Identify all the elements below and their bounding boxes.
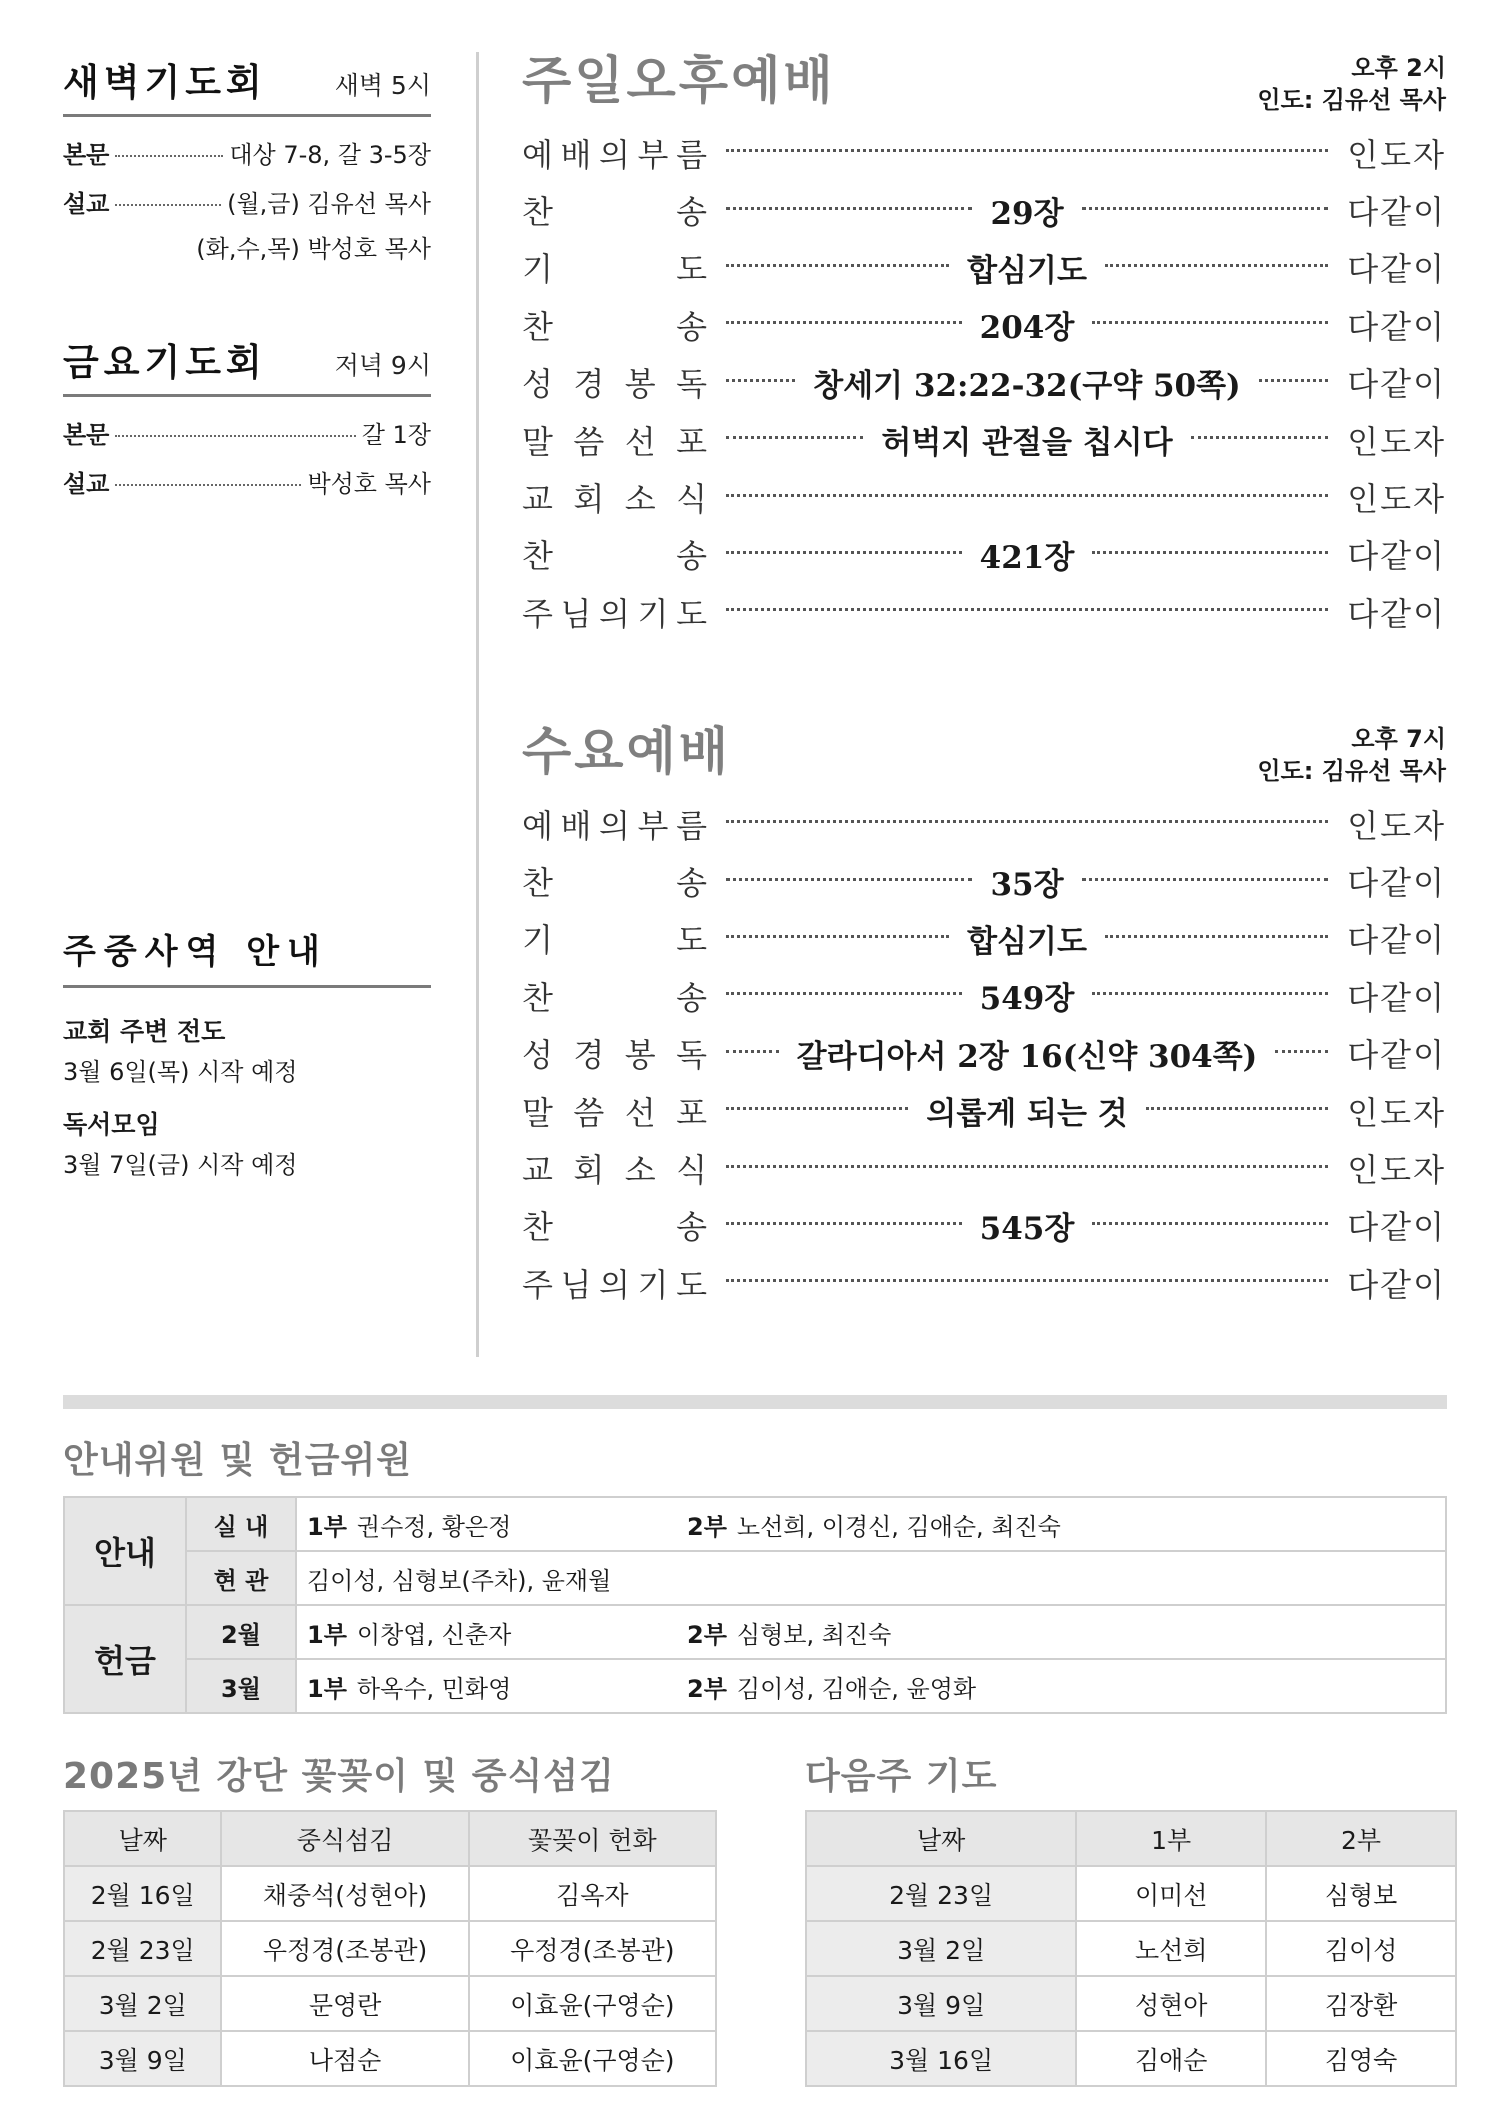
order-label: 주 님 의 기 도 <box>522 594 708 633</box>
leader-dots <box>726 1165 1328 1168</box>
header-cell: 1부 <box>1076 1811 1266 1866</box>
leader-dots <box>726 820 1328 823</box>
leader-dots <box>726 1222 962 1225</box>
leader-dots <box>726 149 1328 152</box>
order-performer: 다같이 <box>1347 864 1446 903</box>
friday-text-row <box>63 415 431 450</box>
cell: 나점순 <box>221 2031 468 2086</box>
order-row <box>522 411 1446 468</box>
order-detail: 합심기도 <box>967 923 1087 960</box>
header-cell: 중식섬김 <box>221 1811 468 1866</box>
wednesday-order-list <box>522 795 1446 1312</box>
cell: 노선희 <box>1076 1921 1266 1976</box>
order-detail: 204장 <box>979 310 1075 347</box>
header-cell: 날짜 <box>806 1811 1076 1866</box>
order-detail: 합심기도 <box>967 252 1087 289</box>
leader-dots <box>1105 264 1328 267</box>
order-label: 기 도 <box>522 921 708 960</box>
order-label: 예 배 의 부 름 <box>522 135 708 174</box>
order-label: 찬 송 <box>522 1208 708 1247</box>
order-performer: 다같이 <box>1347 250 1447 289</box>
leader-dots <box>1092 321 1328 324</box>
divider <box>63 114 431 117</box>
table-row <box>64 2031 716 2086</box>
order-row <box>522 526 1446 583</box>
order-detail: 29장 <box>990 195 1064 232</box>
entrance-cell: 김이성, 심형보(주차), 윤재월 <box>296 1551 1446 1605</box>
wednesday-service-leader: 인도: 김유선 목사 <box>1257 757 1446 785</box>
value: 갈 1장 <box>361 421 431 449</box>
cell: 이미선 <box>1076 1866 1266 1921</box>
order-row <box>522 181 1446 238</box>
order-row <box>522 795 1446 852</box>
order-label: 찬 송 <box>522 307 708 346</box>
order-label: 찬 송 <box>522 193 708 232</box>
value: 대상 7-8, 갈 3-5장 <box>229 141 431 169</box>
table-row <box>64 1551 1446 1605</box>
leader-dots <box>1092 992 1328 995</box>
order-detail: 421장 <box>979 539 1075 576</box>
leader-dots <box>1092 1222 1328 1225</box>
leader-dots <box>1082 207 1328 210</box>
indoor-cell <box>296 1497 1446 1551</box>
label: 본문 <box>63 141 110 169</box>
leader-dots <box>726 321 962 324</box>
order-performer: 다같이 <box>1347 365 1446 404</box>
table-row <box>64 1605 1446 1659</box>
leader-dots <box>1105 935 1328 938</box>
order-row <box>522 1082 1446 1139</box>
sunday-service-section <box>522 52 1446 641</box>
label: 설교 <box>63 190 110 218</box>
order-detail: 549장 <box>979 981 1075 1018</box>
label: 본문 <box>63 421 110 449</box>
order-performer: 다같이 <box>1347 1208 1446 1247</box>
friday-prayer-title: 금요기도회 <box>63 341 267 384</box>
order-performer: 다같이 <box>1347 921 1447 960</box>
order-label: 기 도 <box>522 250 708 289</box>
leader-dots <box>726 379 795 382</box>
column-divider <box>476 52 479 1357</box>
table-row <box>806 1921 1456 1976</box>
part-label: 1부 <box>307 1674 347 1703</box>
mar-label: 3월 <box>186 1659 296 1713</box>
section-divider-bar <box>63 1395 1447 1409</box>
label: 설교 <box>63 470 110 498</box>
sunday-service-meta <box>1257 52 1446 116</box>
friday-prayer-section <box>63 332 431 499</box>
order-detail: 허벅지 관절을 칩시다 <box>881 425 1173 462</box>
table-row <box>64 1921 716 1976</box>
table-row <box>64 1497 1446 1551</box>
dawn-prayer-section <box>63 52 431 264</box>
left-column <box>63 52 431 1180</box>
dawn-sermon-row-2: (화,수,목) 박성호 목사 <box>196 235 431 263</box>
order-label: 말 씀 선 포 <box>522 422 708 461</box>
order-performer: 인도자 <box>1347 480 1446 519</box>
order-label: 성 경 봉 독 <box>522 1036 708 1075</box>
cell: 김이성 <box>1266 1921 1456 1976</box>
ministry-item-name: 독서모임 <box>63 1110 160 1139</box>
order-performer: 다같이 <box>1347 978 1446 1017</box>
order-performer: 인도자 <box>1347 422 1447 461</box>
wednesday-service-title: 수요예배 <box>522 723 732 782</box>
order-label: 주 님 의 기 도 <box>522 1265 708 1304</box>
sunday-order-list <box>522 124 1446 641</box>
offering-group-label: 헌금 <box>64 1605 186 1713</box>
part-label: 2부 <box>687 1512 727 1541</box>
mar-cell <box>296 1659 1446 1713</box>
table-row <box>806 2031 1456 2086</box>
wednesday-service-time: 오후 7시 <box>1351 725 1446 753</box>
leader-dots <box>726 935 949 938</box>
date-cell: 2월 23일 <box>64 1921 221 1976</box>
prayer-table <box>805 1810 1457 2087</box>
ministry-section <box>63 924 431 1180</box>
order-performer: 인도자 <box>1347 1093 1447 1132</box>
divider <box>63 985 431 988</box>
leader-dots <box>726 1279 1328 1282</box>
wednesday-service-meta <box>1257 723 1446 787</box>
leader-dots <box>115 435 355 437</box>
leader-dots <box>1259 379 1328 382</box>
order-label: 찬 송 <box>522 864 708 903</box>
flowers-title: 2025년 강단 꽃꽂이 및 중식섬김 <box>63 1756 615 1797</box>
table-header-row <box>64 1811 716 1866</box>
order-performer: 인도자 <box>1347 135 1446 174</box>
table-row <box>64 1976 716 2031</box>
leader-dots <box>726 878 972 881</box>
header-cell: 꽃꽂이 헌화 <box>469 1811 716 1866</box>
cell: 심형보 <box>1266 1866 1456 1921</box>
value: (월,금) 김유선 목사 <box>227 190 431 218</box>
order-row <box>522 1197 1446 1254</box>
part-label: 1부 <box>307 1512 347 1541</box>
cell: 우정경(조봉관) <box>469 1921 716 1976</box>
leader-dots <box>1092 551 1328 554</box>
date-cell: 3월 9일 <box>64 2031 221 2086</box>
order-performer: 인도자 <box>1347 1151 1446 1190</box>
dawn-prayer-title: 새벽기도회 <box>63 61 267 104</box>
order-row <box>522 1025 1446 1082</box>
date-cell: 3월 16일 <box>806 2031 1076 2086</box>
order-performer: 다같이 <box>1347 537 1446 576</box>
wednesday-service-section <box>522 723 1446 1312</box>
leader-dots <box>115 155 223 157</box>
part-label: 2부 <box>687 1674 727 1703</box>
order-performer: 다같이 <box>1347 594 1446 633</box>
table-row <box>806 1866 1456 1921</box>
order-row <box>522 296 1446 353</box>
header-cell: 2부 <box>1266 1811 1456 1866</box>
cell: 김애순 <box>1076 2031 1266 2086</box>
feb-cell <box>296 1605 1446 1659</box>
order-row <box>522 1139 1446 1196</box>
table-row <box>64 1866 716 1921</box>
order-row <box>522 967 1446 1024</box>
cell: 우정경(조봉관) <box>221 1921 468 1976</box>
date-cell: 3월 2일 <box>64 1976 221 2031</box>
order-detail: 창세기 32:22-32(구약 50쪽) <box>813 367 1241 404</box>
friday-prayer-time: 저녁 9시 <box>334 351 431 380</box>
leader-dots <box>726 264 949 267</box>
date-cell: 2월 16일 <box>64 1866 221 1921</box>
order-performer: 인도자 <box>1347 806 1446 845</box>
names: 권수정, 황은정 <box>356 1512 512 1541</box>
order-label: 찬 송 <box>522 978 708 1017</box>
order-detail: 의롭게 되는 것 <box>926 1096 1128 1133</box>
leader-dots <box>1191 436 1328 439</box>
sunday-service-time: 오후 2시 <box>1351 54 1446 82</box>
order-row <box>522 468 1446 525</box>
prayer-title: 다음주 기도 <box>805 1756 998 1797</box>
date-cell: 3월 2일 <box>806 1921 1076 1976</box>
order-row <box>522 354 1446 411</box>
leader-dots <box>726 436 863 439</box>
cell: 김옥자 <box>469 1866 716 1921</box>
cell: 문영란 <box>221 1976 468 2031</box>
names: 김이성, 김애순, 윤영화 <box>736 1674 977 1703</box>
cell: 채중석(성현아) <box>221 1866 468 1921</box>
order-performer: 다같이 <box>1347 1036 1446 1075</box>
order-row <box>522 124 1446 181</box>
order-label: 찬 송 <box>522 537 708 576</box>
order-performer: 다같이 <box>1347 307 1446 346</box>
ushers-table <box>63 1496 1447 1714</box>
flowers-table <box>63 1810 717 2087</box>
table-row <box>64 1659 1446 1713</box>
dawn-text-row <box>63 135 431 170</box>
leader-dots <box>1082 878 1328 881</box>
order-performer: 다같이 <box>1347 1265 1446 1304</box>
order-row <box>522 852 1446 909</box>
feb-label: 2월 <box>186 1605 296 1659</box>
ministry-item-detail: 3월 7일(금) 시작 예정 <box>63 1151 298 1179</box>
leader-dots <box>726 207 972 210</box>
order-label: 교 회 소 식 <box>522 1151 708 1190</box>
leader-dots <box>115 484 301 486</box>
order-label: 예 배 의 부 름 <box>522 806 708 845</box>
names: 심형보, 최진숙 <box>736 1620 892 1649</box>
cell: 이효윤(구영순) <box>469 1976 716 2031</box>
leader-dots <box>726 494 1328 497</box>
date-cell: 2월 23일 <box>806 1866 1076 1921</box>
order-row <box>522 583 1446 640</box>
friday-sermon-row <box>63 464 431 499</box>
ministry-item-name: 교회 주변 전도 <box>63 1017 226 1046</box>
sunday-service-leader: 인도: 김유선 목사 <box>1257 86 1446 114</box>
header-cell: 날짜 <box>64 1811 221 1866</box>
guide-group-label: 안내 <box>64 1497 186 1605</box>
table-header-row <box>806 1811 1456 1866</box>
names: 이창엽, 신춘자 <box>356 1620 512 1649</box>
dawn-prayer-time: 새벽 5시 <box>334 71 431 100</box>
dawn-sermon-row <box>63 184 431 219</box>
indoor-label: 실 내 <box>186 1497 296 1551</box>
sunday-service-title: 주일오후예배 <box>522 52 836 111</box>
order-row <box>522 239 1446 296</box>
names: 하옥수, 민화영 <box>356 1674 512 1703</box>
table-row <box>806 1976 1456 2031</box>
part-label: 1부 <box>307 1620 347 1649</box>
order-row <box>522 910 1446 967</box>
divider <box>63 394 431 397</box>
order-performer: 다같이 <box>1347 193 1446 232</box>
cell: 김장환 <box>1266 1976 1456 2031</box>
order-label: 말 씀 선 포 <box>522 1093 708 1132</box>
order-detail: 35장 <box>990 866 1064 903</box>
ushers-title: 안내위원 및 헌금위원 <box>63 1440 413 1481</box>
order-detail: 갈라디아서 2장 16(신약 304쪽) <box>796 1038 1258 1075</box>
date-cell: 3월 9일 <box>806 1976 1076 2031</box>
cell: 이효윤(구영순) <box>469 2031 716 2086</box>
leader-dots <box>1275 1050 1328 1053</box>
cell: 성현아 <box>1076 1976 1266 2031</box>
order-row <box>522 1254 1446 1311</box>
leader-dots <box>726 551 962 554</box>
leader-dots <box>726 608 1328 611</box>
order-detail: 545장 <box>979 1210 1075 1247</box>
entrance-label: 현 관 <box>186 1551 296 1605</box>
order-label: 교 회 소 식 <box>522 480 708 519</box>
leader-dots <box>726 992 962 995</box>
value: 박성호 목사 <box>307 470 431 498</box>
ministry-title: 주중사역 안내 <box>63 932 328 972</box>
order-label: 성 경 봉 독 <box>522 365 708 404</box>
leader-dots <box>726 1050 779 1053</box>
names: 노선희, 이경신, 김애순, 최진숙 <box>736 1512 1061 1541</box>
part-label: 2부 <box>687 1620 727 1649</box>
leader-dots <box>1146 1107 1328 1110</box>
leader-dots <box>115 204 221 206</box>
ministry-item-detail: 3월 6일(목) 시작 예정 <box>63 1058 298 1086</box>
leader-dots <box>726 1107 908 1110</box>
cell: 김영숙 <box>1266 2031 1456 2086</box>
